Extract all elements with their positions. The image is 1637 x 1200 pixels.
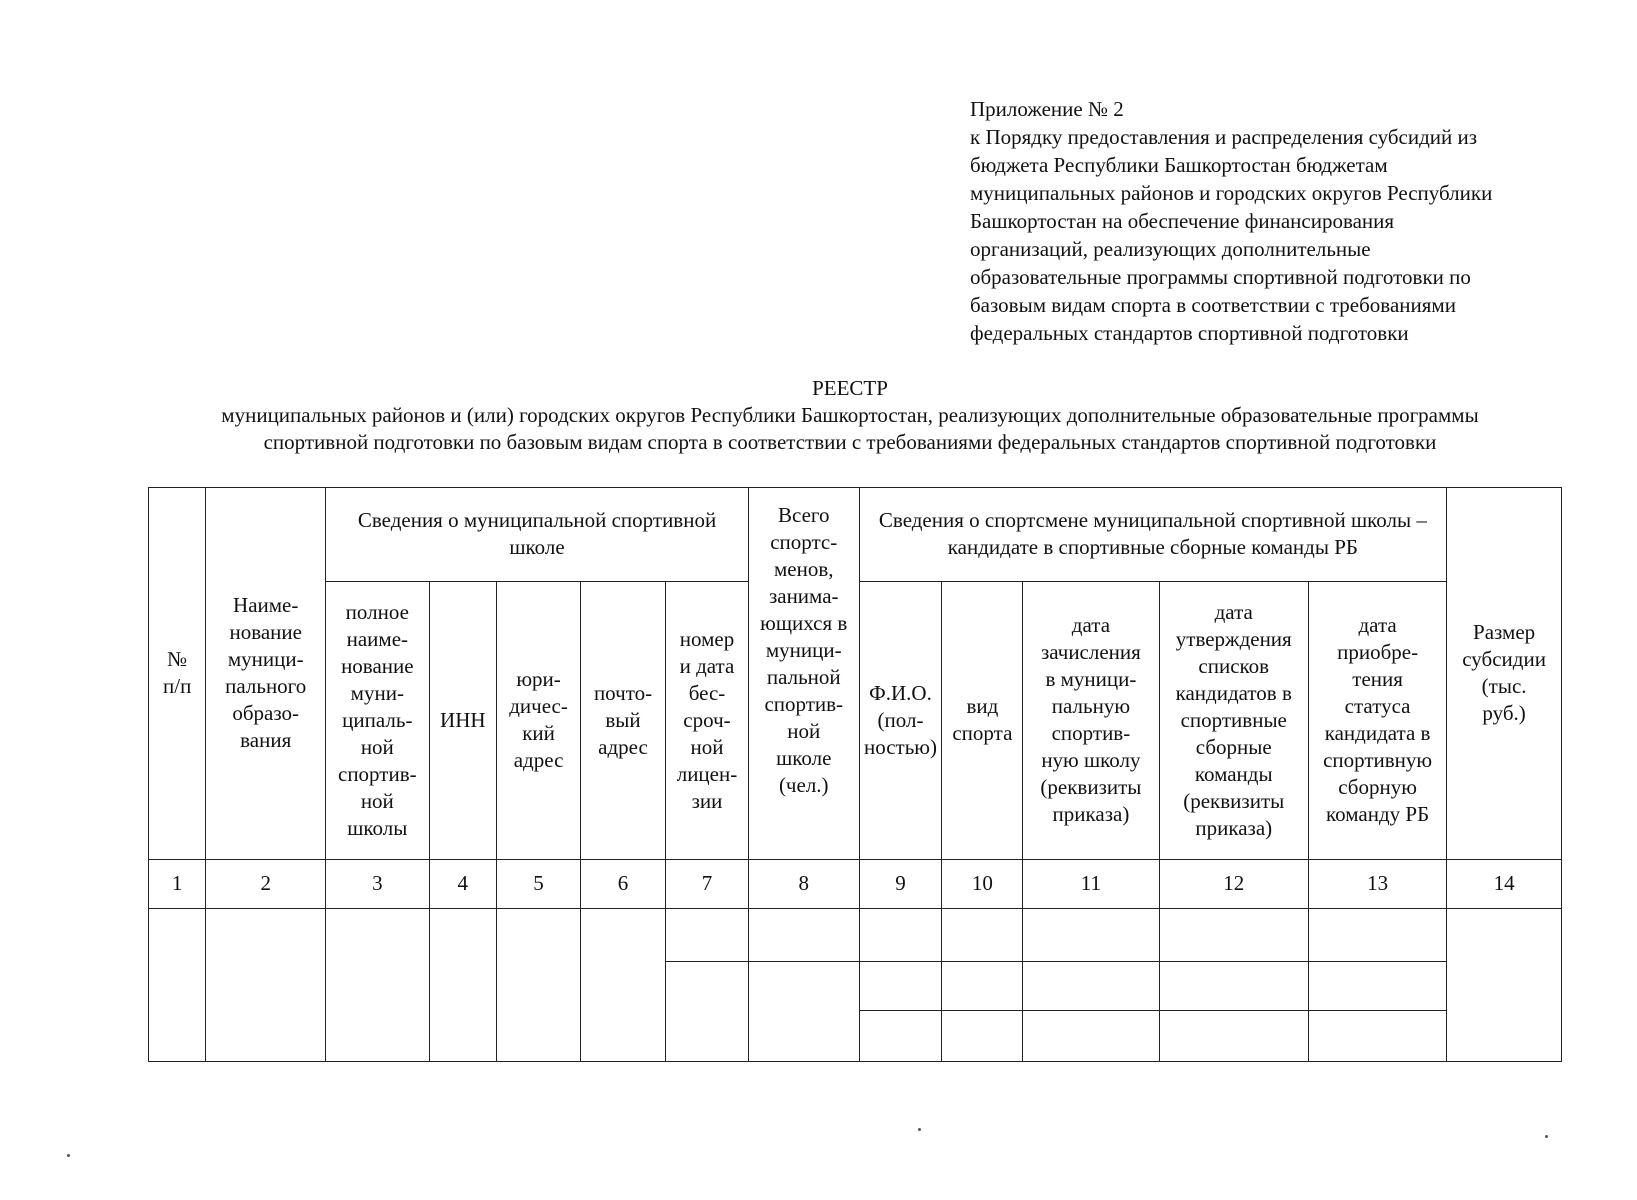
header-total-athletes bbox=[748, 488, 859, 860]
header-text-line: субсидии bbox=[1462, 647, 1546, 672]
header-text-line: наиме- bbox=[346, 626, 409, 651]
appendix-line: бюджета Республики Башкортостан бюджетам bbox=[970, 153, 1388, 177]
header-text-line: нование bbox=[341, 653, 414, 678]
header-text-line: (пол- bbox=[877, 707, 924, 732]
header-text-line: муни- bbox=[350, 680, 404, 705]
header-text-line: спортивные bbox=[1180, 707, 1287, 732]
appendix-line: организаций, реализующих дополнительные bbox=[970, 237, 1371, 261]
registry-heading: РЕЕСТР bbox=[812, 376, 888, 400]
header-text-line: спорта bbox=[952, 721, 1013, 746]
header-text-line: Ф.И.О. bbox=[869, 680, 932, 705]
header-text-line: дата bbox=[1214, 599, 1253, 624]
header-text-line: образо- bbox=[232, 701, 300, 726]
header-text-line: команды bbox=[1194, 761, 1273, 786]
appendix-line: Башкортостан на обеспечение финансирования bbox=[970, 209, 1395, 233]
header-text-line: кандидатов в bbox=[1175, 680, 1292, 705]
appendix-line: муниципальных районов и городских округов Республики bbox=[970, 181, 1493, 205]
header-text-line: зии bbox=[691, 788, 723, 813]
header-school-full-name bbox=[326, 581, 429, 859]
scan-speck bbox=[67, 1154, 70, 1157]
header-athlete-fio bbox=[859, 581, 942, 859]
header-text-line: пальной bbox=[766, 665, 841, 689]
header-text-line: пального bbox=[225, 674, 307, 699]
appendix-block bbox=[970, 95, 1570, 347]
header-text-line: школе bbox=[776, 746, 832, 770]
header-text-line: утверждения bbox=[1175, 626, 1292, 651]
column-number: 12 bbox=[1159, 859, 1308, 908]
registry-subtitle-line-2: спортивной подготовки по базовым видам спорта в соответствии с требованиями федеральных стандартов спортивной подготовки bbox=[263, 430, 1437, 454]
header-text-line: руб.) bbox=[1482, 701, 1526, 726]
header-postal-address bbox=[581, 581, 666, 859]
header-text-line: (чел.) bbox=[778, 773, 829, 797]
header-text-line: статуса bbox=[1344, 694, 1411, 719]
header-row-groups bbox=[149, 488, 1562, 582]
header-text-line: приказа) bbox=[1052, 802, 1130, 827]
appendix-line: к Порядку предоставления и распределения субсидий из bbox=[970, 125, 1478, 149]
header-list-approval-date bbox=[1159, 581, 1308, 859]
header-text-line: спортив- bbox=[338, 761, 417, 786]
header-municipality-name bbox=[206, 488, 326, 860]
empty-cell bbox=[1308, 908, 1446, 961]
appendix-line: базовым видам спорта в соответствии с требованиями bbox=[970, 293, 1456, 317]
empty-cell bbox=[429, 908, 497, 1061]
header-text-line: муници- bbox=[765, 638, 842, 662]
header-text-line: тения bbox=[1352, 667, 1403, 692]
column-number: 1 bbox=[149, 859, 206, 908]
empty-cell bbox=[1308, 1010, 1446, 1061]
empty-cell bbox=[1159, 1010, 1308, 1061]
empty-cell bbox=[1308, 961, 1446, 1010]
header-text-line: вый bbox=[605, 707, 641, 732]
header-text-line: ной bbox=[787, 719, 821, 743]
registry-table bbox=[148, 487, 1562, 1062]
empty-cell bbox=[748, 961, 859, 1061]
header-text-line: (тыс. bbox=[1481, 674, 1527, 699]
header-text-line: ной bbox=[360, 734, 394, 759]
header-text-line: ципаль- bbox=[342, 707, 413, 732]
header-license bbox=[666, 581, 749, 859]
empty-cell bbox=[1159, 908, 1308, 961]
header-text-line: ную школу bbox=[1041, 748, 1141, 773]
header-text-line: в муници- bbox=[1045, 667, 1137, 692]
empty-cell bbox=[942, 961, 1023, 1010]
header-text-line: списков bbox=[1198, 653, 1270, 678]
header-enrollment-date bbox=[1023, 581, 1159, 859]
header-text-line: пальную bbox=[1051, 694, 1131, 719]
column-number: 10 bbox=[942, 859, 1023, 908]
empty-cell bbox=[1023, 1010, 1159, 1061]
empty-cell bbox=[666, 908, 749, 961]
header-subsidy-amount bbox=[1447, 488, 1562, 860]
column-number: 6 bbox=[581, 859, 666, 908]
header-text-line: бес- bbox=[688, 680, 726, 705]
header-text-line: адрес bbox=[598, 734, 648, 759]
header-text-line: дата bbox=[1358, 613, 1397, 638]
empty-cell bbox=[859, 961, 942, 1010]
header-text-line: юри- bbox=[516, 667, 561, 692]
header-text-line: спортив- bbox=[764, 692, 844, 716]
header-text-line: вид bbox=[966, 694, 999, 719]
header-text-line: сроч- bbox=[683, 707, 731, 732]
header-text-line: ИНН bbox=[440, 707, 486, 732]
header-inn bbox=[429, 581, 497, 859]
appendix-line: Приложение № 2 bbox=[970, 97, 1124, 121]
scan-speck bbox=[918, 1128, 921, 1131]
empty-cell bbox=[1023, 908, 1159, 961]
column-numbers-row bbox=[149, 859, 1562, 908]
header-sport-type bbox=[942, 581, 1023, 859]
column-number: 14 bbox=[1447, 859, 1562, 908]
header-text-line: (реквизиты bbox=[1040, 775, 1142, 800]
header-text-line: (реквизиты bbox=[1183, 788, 1285, 813]
header-text-line: № bbox=[167, 647, 188, 672]
header-text-line: муници- bbox=[227, 647, 304, 672]
header-group-athlete: Сведения о спортсмене муниципальной спортивной школы – кандидате в спортивные сборные команды РБ bbox=[859, 488, 1447, 582]
empty-cell bbox=[666, 961, 749, 1061]
header-text-line: менов, bbox=[773, 557, 834, 581]
header-text-line: дичес- bbox=[509, 694, 568, 719]
registry-subtitle-line-1: муниципальных районов и (или) городских округов Республики Башкортостан, реализующих дополнительные образовательные программы bbox=[221, 403, 1479, 427]
header-text-line: полное bbox=[345, 599, 409, 624]
empty-cell bbox=[1447, 908, 1562, 1061]
column-number: 4 bbox=[429, 859, 497, 908]
header-text-line: адрес bbox=[513, 748, 564, 773]
header-number bbox=[149, 488, 206, 860]
header-text-line: ной bbox=[360, 788, 394, 813]
header-status-date bbox=[1308, 581, 1446, 859]
column-number: 7 bbox=[666, 859, 749, 908]
column-number: 13 bbox=[1308, 859, 1446, 908]
column-number: 9 bbox=[859, 859, 942, 908]
header-text-line: ной bbox=[690, 734, 724, 759]
header-text-line: ностью) bbox=[863, 734, 937, 759]
empty-cell bbox=[206, 908, 326, 1061]
header-text-line: школы bbox=[347, 815, 408, 840]
empty-cell bbox=[326, 908, 429, 1061]
header-text-line: приобре- bbox=[1337, 640, 1419, 665]
column-number: 8 bbox=[748, 859, 859, 908]
empty-cell bbox=[942, 908, 1023, 961]
empty-cell bbox=[581, 908, 666, 1061]
header-text-line: кандидата в bbox=[1324, 721, 1431, 746]
appendix-line: образовательные программы спортивной подготовки по bbox=[970, 265, 1471, 289]
header-legal-address bbox=[497, 581, 581, 859]
header-text-line: Всего bbox=[777, 503, 830, 527]
header-text-line: и дата bbox=[679, 653, 735, 678]
empty-cell bbox=[1023, 961, 1159, 1010]
empty-cell bbox=[1159, 961, 1308, 1010]
scan-speck bbox=[1545, 1135, 1548, 1138]
header-text-line: сборные bbox=[1195, 734, 1272, 759]
empty-cell bbox=[748, 908, 859, 961]
header-text-line: спортив- bbox=[1051, 721, 1131, 746]
column-number: 11 bbox=[1023, 859, 1159, 908]
header-text-line: спортивную bbox=[1323, 748, 1433, 773]
empty-cell bbox=[149, 908, 206, 1061]
appendix-line: федеральных стандартов спортивной подготовки bbox=[970, 321, 1409, 345]
header-text-line: вания bbox=[240, 728, 292, 753]
empty-cell bbox=[942, 1010, 1023, 1061]
header-text-line: Наиме- bbox=[233, 593, 299, 618]
header-text-line: зачисления bbox=[1040, 640, 1141, 665]
header-text-line: занима- bbox=[768, 584, 839, 608]
header-text-line: почто- bbox=[593, 680, 653, 705]
header-text-line: кий bbox=[522, 721, 555, 746]
header-text-line: лицен- bbox=[676, 761, 738, 786]
header-text-line: Размер bbox=[1473, 620, 1536, 645]
header-group-school: Сведения о муниципальной спортивной школе bbox=[326, 488, 749, 582]
header-text-line: ющихся в bbox=[760, 611, 848, 635]
header-text-line: номер bbox=[679, 626, 735, 651]
column-number: 2 bbox=[206, 859, 326, 908]
header-text-line: приказа) bbox=[1195, 815, 1273, 840]
header-text-line: п/п bbox=[163, 674, 192, 699]
empty-cell bbox=[859, 1010, 942, 1061]
empty-cell bbox=[497, 908, 581, 1061]
header-text-line: сборную bbox=[1338, 775, 1417, 800]
data-row bbox=[149, 908, 1562, 961]
header-text-line: дата bbox=[1071, 613, 1111, 638]
empty-cell bbox=[859, 908, 942, 961]
document-title bbox=[140, 375, 1560, 456]
header-text-line: спортс- bbox=[770, 530, 838, 554]
column-number: 3 bbox=[326, 859, 429, 908]
header-text-line: нование bbox=[229, 620, 302, 645]
header-text-line: команду РБ bbox=[1326, 802, 1430, 827]
column-number: 5 bbox=[497, 859, 581, 908]
